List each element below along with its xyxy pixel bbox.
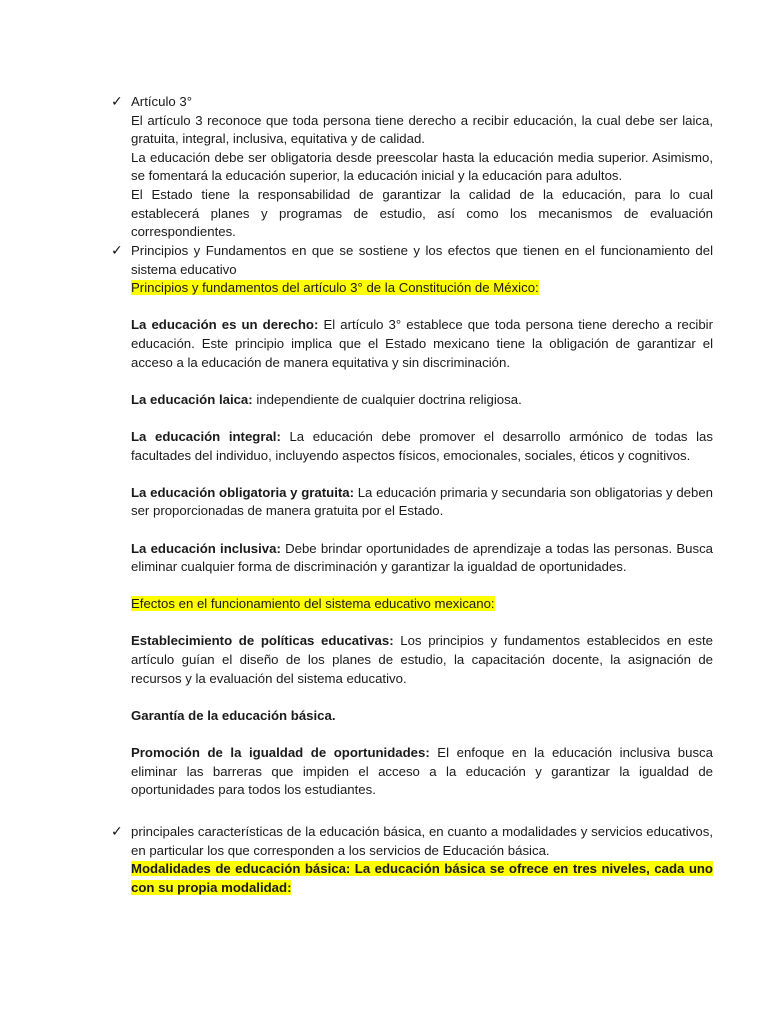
section2-title: Principios y Fundamentos en que se sostiene y los efectos que tienen en el funcionamiento del sistema educativo: [131, 243, 713, 277]
item-laica: La educación laica: independiente de cualquier doctrina religiosa.: [131, 391, 522, 407]
section1-paragraph2: La educación debe ser obligatoria desde preescolar hasta la educación media superior. Asimismo, se fomentará la educación superior, la educación inicial y la educación para adultos.: [131, 149, 713, 184]
checkmark-icon: ✓: [111, 94, 123, 110]
section2-highlight-efectos: Efectos en el funcionamiento del sistema educativo mexicano:: [131, 596, 495, 612]
section3-title: principales características de la educación básica, en cuanto a modalidades y servicios educativos, en particular los que corresponden a los servicios de Educación básica.: [131, 824, 713, 858]
section3-highlight-modalidades: Modalidades de educación básica: La educación básica se ofrece en tres niveles, cada uno con su propia modalidad:: [131, 861, 713, 895]
section1-paragraph1: El artículo 3 reconoce que toda persona tiene derecho a recibir educación, la cual debe ser laica, gratuita, integral, inclusiva, equitativa y de calidad.: [131, 112, 713, 147]
checkmark-icon: ✓: [111, 243, 123, 259]
item-igualdad: Promoción de la igualdad de oportunidades: El enfoque en la educación inclusiva busca eliminar las barreras que impiden el acceso a la educación y garantizar la igualdad de oportunidades para todos los estudiantes.: [131, 745, 713, 798]
section-caracteristicas: [111, 823, 713, 897]
section1-title: Artículo 3°: [131, 94, 192, 109]
section-articulo-3: [111, 93, 713, 242]
section-principios: [111, 242, 713, 800]
checkmark-icon: ✓: [111, 824, 123, 840]
item-garantia: Garantía de la educación básica.: [131, 707, 336, 723]
item-integral: La educación integral: La educación debe promover el desarrollo armónico de todas las facultades del individuo, incluyendo aspectos físicos, emocionales, sociales, éticos y cognitivos.: [131, 428, 713, 463]
section2-highlight-principios: Principios y fundamentos del artículo 3° de la Constitución de México:: [131, 280, 539, 296]
item-derecho: La educación es un derecho: El artículo 3° establece que toda persona tiene derecho a recibir educación. Este principio implica que el Estado mexicano tiene la obligación de garantizar el acceso a la educación de manera equitativa y sin discriminación.: [131, 317, 713, 370]
item-politicas: Establecimiento de políticas educativas: Los principios y fundamentos establecidos en este artículo guían el diseño de los planes de estudio, la capacitación docente, la asignación de recursos y la evaluación del sistema educativo.: [131, 633, 713, 686]
item-obligatoria: La educación obligatoria y gratuita: La educación primaria y secundaria son obligatorias y deben ser proporcionadas de manera gratuita por el Estado.: [131, 484, 713, 519]
section1-paragraph3: El Estado tiene la responsabilidad de garantizar la calidad de la educación, para lo cual establecerá planes y programas de estudio, así como los mecanismos de evaluación correspondientes.: [131, 186, 713, 240]
item-inclusiva: La educación inclusiva: Debe brindar oportunidades de aprendizaje a todas las personas. Busca eliminar cualquier forma de discriminación y garantizar la igualdad de oportunidades.: [131, 540, 713, 575]
